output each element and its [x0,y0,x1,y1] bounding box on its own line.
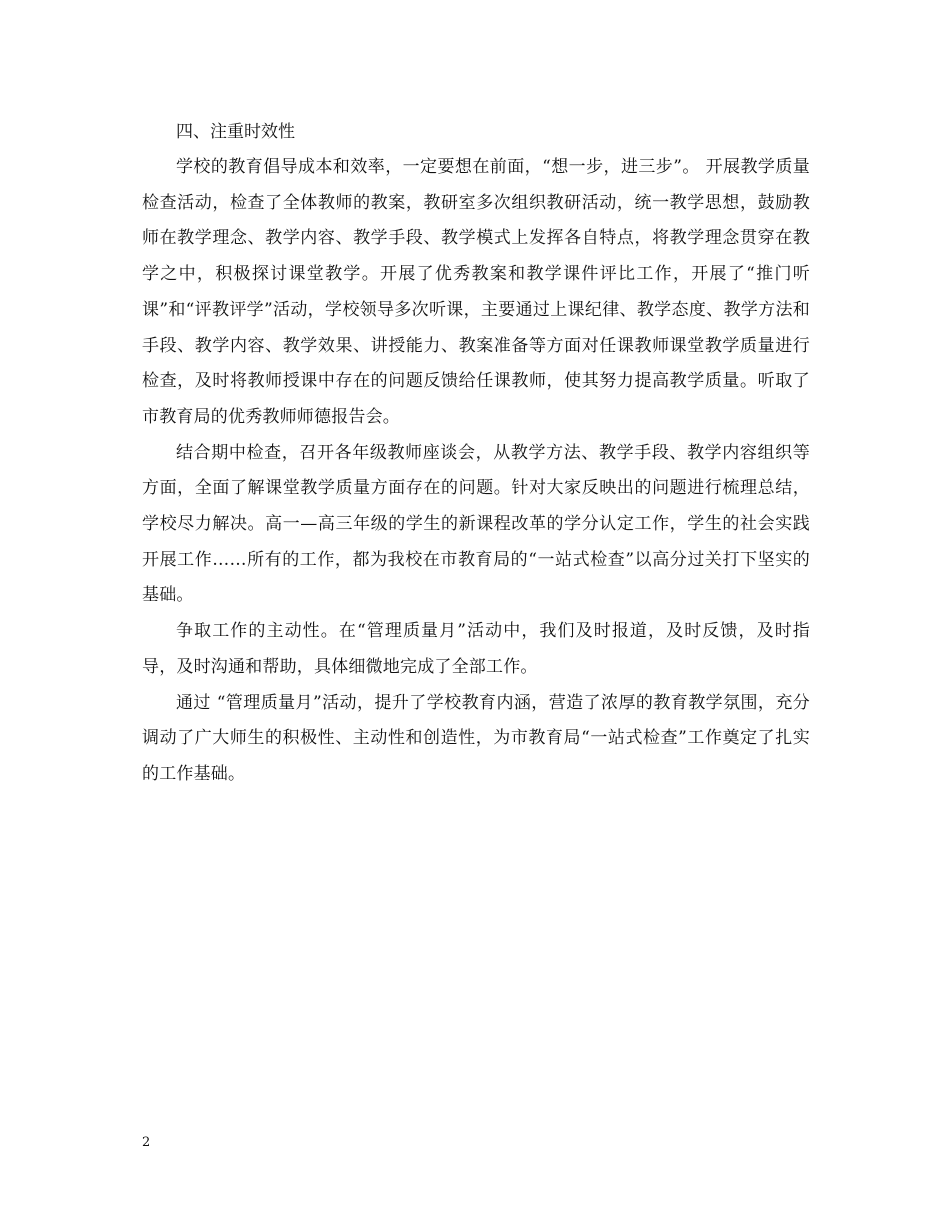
section-heading: 四、注重时效性 [176,122,295,142]
document-body [142,114,810,793]
paragraph: 争取工作的主动性。在“管理质量月”活动中，我们及时报道，及时反馈，及时指导，及时沟通和帮助，具体细微地完成了全部工作。 [142,621,810,677]
page-number: 2 [142,1135,151,1150]
paragraph: 通过 “管理质量月”活动，提升了学校教育内涵，营造了浓厚的教育教学氛围，充分调动了广大师生的积极性、主动性和创造性，为市教育局“一站式检查”工作奠定了扎实的工作基础。 [142,692,810,784]
paragraph: 结合期中检查，召开各年级教师座谈会，从教学方法、教学手段、教学内容组织等方面，全面了解课堂教学质量方面存在的问题。针对大家反映出的问题进行梳理总结，学校尽力解决。高一—高三年级的学生的新课程改革的学分认定工作，学生的社会实践开展工作……所有的工作，都为我校在市教育局的“一站式检查”以高分过关打下坚实的基础。 [142,442,810,606]
paragraph: 学校的教育倡导成本和效率，一定要想在前面，“想一步，进三步”。 开展教学质量检查活动，检查了全体教师的教案，教研室多次组织教研活动，统一教学思想，鼓励教师在教学理念、教学内容、教学手段、教学模式上发挥各自特点，将教学理念贯穿在教学之中，积极探讨课堂教学。开展了优秀教案和教学课件评比工作，开展了“推门听课”和“评教评学”活动，学校领导多次听课，主要通过上课纪律、教学态度、教学方法和手段、教学内容、教学效果、讲授能力、教案准备等方面对任课教师课堂教学质量进行检查，及时将教师授课中存在的问题反馈给任课教师，使其努力提高教学质量。听取了市教育局的优秀教师师德报告会。 [142,157,810,427]
